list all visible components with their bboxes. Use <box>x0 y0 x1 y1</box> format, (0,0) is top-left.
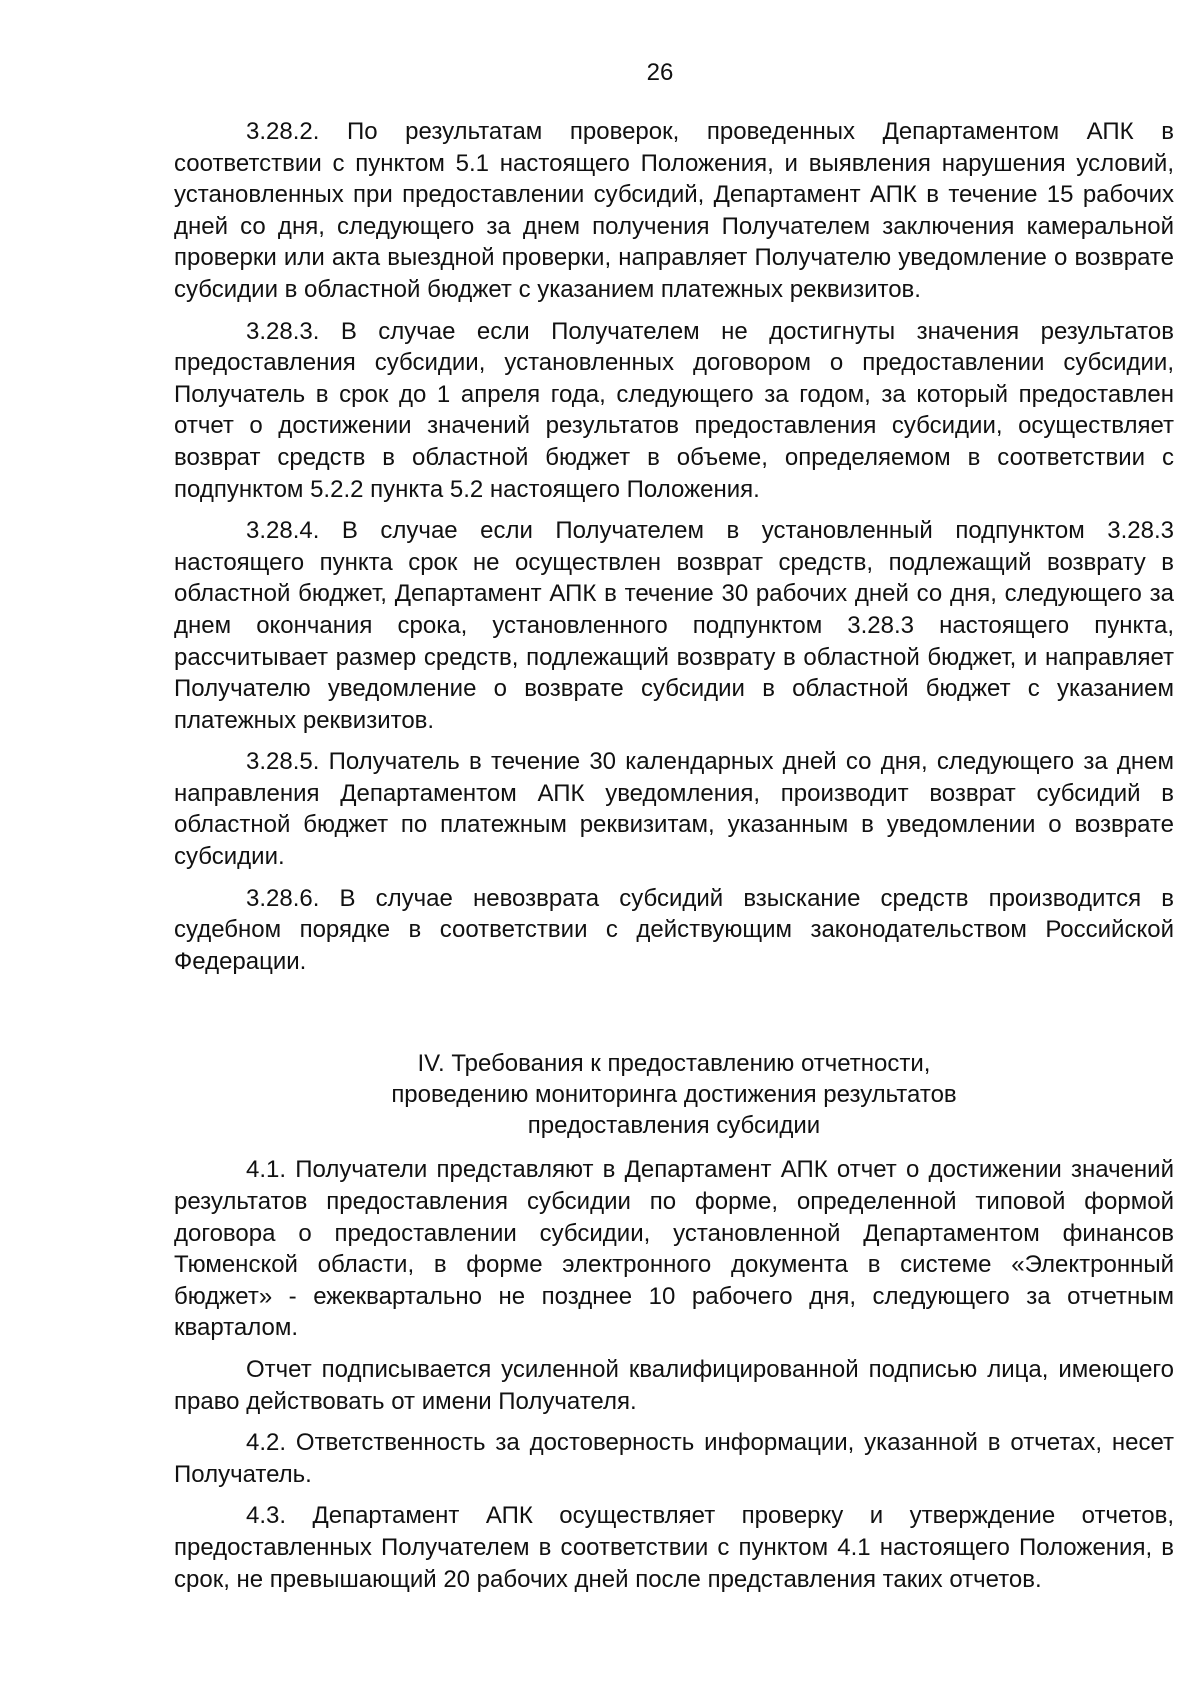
paragraph-4-2: 4.2. Ответственность за достоверность информации, указанной в отчетах, несет Получатель. <box>174 1429 1174 1488</box>
paragraph-3-28-3: 3.28.3. В случае если Получателем не достигнуты значения результатов предоставления субсидии, установленных договором о предоставлении субсидии, Получатель в срок до 1 апреля года, следующего за годом, за который предоставлен отчет о достижении значений результатов предоставления субсидии, осуществляет возврат средств в областной бюджет в объеме, определяемом в соответствии с подпунктом 5.2.2 пункта 5.2 настоящего Положения. <box>174 317 1174 503</box>
section-heading-line-3: предоставления субсидии <box>527 1112 821 1140</box>
paragraph-3-28-5: 3.28.5. Получатель в течение 30 календарных дней со дня, следующего за днем направления Департаментом АПК уведомления, производит возврат субсидий в областной бюджет по платежным реквизитам, указанным в уведомлении о возврате субсидии. <box>174 748 1174 871</box>
paragraph-3-28-4: 3.28.4. В случае если Получателем в установленный подпунктом 3.28.3 настоящего пункта срок не осуществлен возврат средств, подлежащий возврату в областной бюджет, Департамент АПК в течение 30 рабочих дней со дня, следующего за днем окончания срока, установленного подпунктом 3.28.3 настоящего пункта, рассчитывает размер средств, подлежащий возврату в областной бюджет, и направляет Получателю уведомление о возврате субсидии в областной бюджет с указанием платежных реквизитов. <box>174 517 1174 734</box>
paragraph-3-28-6: 3.28.6. В случае невозврата субсидий взыскание средств производится в судебном порядке в соответствии с действующим законодательством Российской Федерации. <box>174 884 1174 975</box>
paragraph-4-3: 4.3. Департамент АПК осуществляет проверку и утверждение отчетов, предоставленных Получателем в соответствии с пунктом 4.1 настоящего Положения, в срок, не превышающий 20 рабочих дней после представления таких отчетов. <box>174 1502 1174 1593</box>
paragraph-3-28-2: 3.28.2. По результатам проверок, проведенных Департаментом АПК в соответствии с пунктом 5.1 настоящего Положения, и выявления нарушения условий, установленных при предоставлении субсидий, Департамент АПК в течение 15 рабочих дней со дня, следующего за днем получения Получателем заключения камеральной проверки или акта выездной проверки, направляет Получателю уведомление о возврате субсидии в областной бюджет с указанием платежных реквизитов. <box>174 118 1174 303</box>
document-body <box>174 116 1174 1605</box>
section-heading-line-1: IV. Требования к предоставлению отчетности, <box>417 1050 931 1078</box>
paragraph-4-1: 4.1. Получатели представляют в Департамент АПК отчет о достижении значений результатов предоставления субсидии по форме, определенной типовой формой договора о предоставлении субсидии, установленной Департаментом финансов Тюменской области, в форме электронного документа в системе «Электронный бюджет» - ежеквартально не позднее 10 рабочего дня, следующего за отчетным кварталом. <box>174 1156 1174 1342</box>
paragraph-report-signature: Отчет подписывается усиленной квалифицированной подписью лица, имеющего право действовать от имени Получателя. <box>174 1356 1174 1415</box>
page-number: 26 <box>646 59 674 86</box>
section-heading <box>174 1048 1174 1141</box>
section-heading-line-2: проведению мониторинга достижения результатов <box>391 1081 957 1109</box>
